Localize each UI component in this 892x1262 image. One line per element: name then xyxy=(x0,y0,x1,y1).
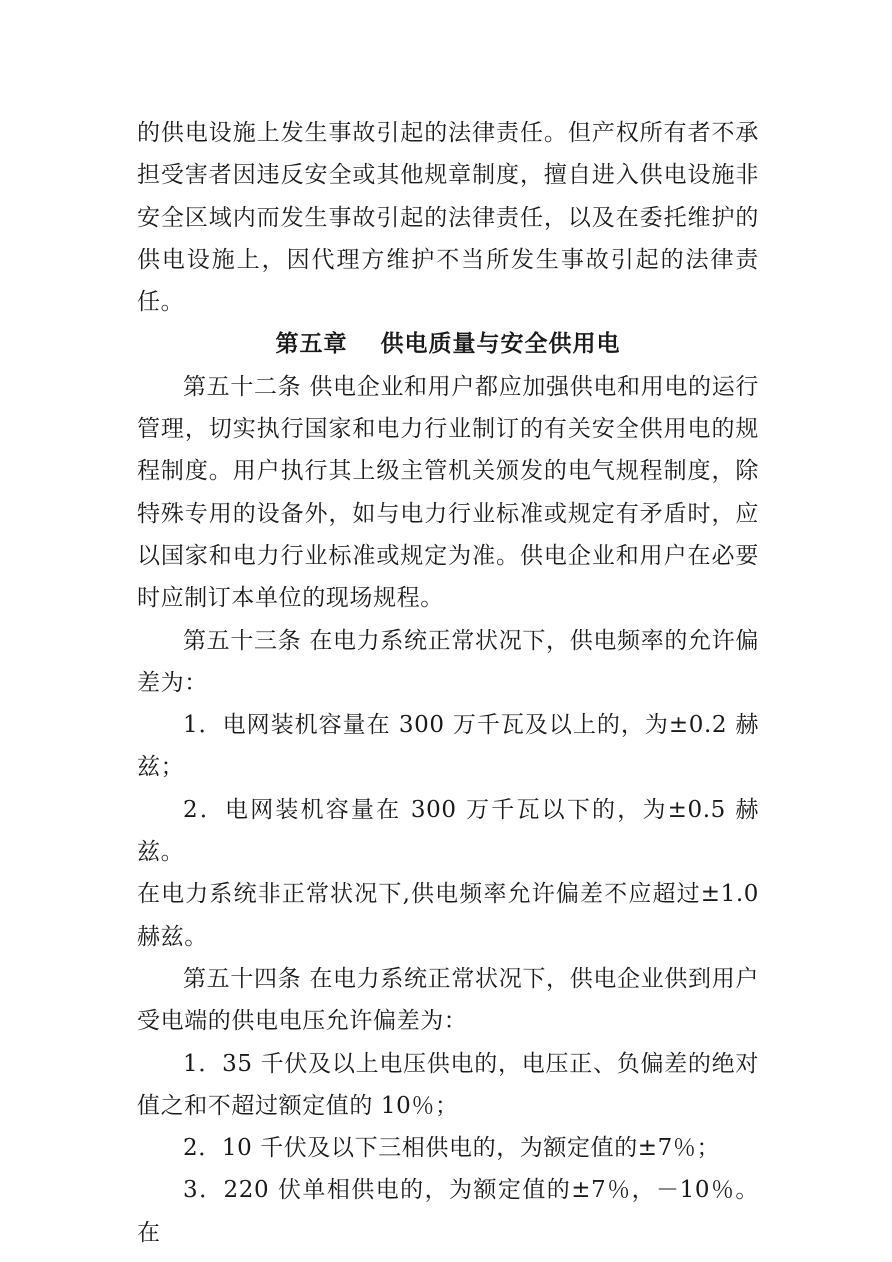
document-page xyxy=(137,112,759,1254)
article-54-item-1: 1．35 千伏及以上电压供电的，电压正、负偏差的绝对值之和不超过额定值的 10％； xyxy=(137,1050,759,1119)
article-54-item-2: 2．10 千伏及以下三相供电的，为额定值的±7％； xyxy=(183,1135,721,1162)
article-53-tail: 在电力系统非正常状况下,供电频率允许偏差不应超过±1.0 赫兹。 xyxy=(137,881,759,950)
article-53: 第五十三条 在电力系统正常状况下，供电频率的允许偏差为： xyxy=(137,627,759,696)
article-54-item-3: 3．220 伏单相供电的，为额定值的±7％，－10％。在 xyxy=(137,1177,759,1246)
article-52: 第五十二条 供电企业和用户都应加强供电和用电的运行管理，切实执行国家和电力行业制订的有关安全供用电的规程制度。用户执行其上级主管机关颁发的电气规程制度，除特殊专用的设备外，如与电力行业标准或规定有矛盾时，应以国家和电力行业标准或规定为准。供电企业和用户在必要时应制订本单位的现场规程。 xyxy=(137,373,759,612)
article-53-item-2: 2．电网装机容量在 300 万千瓦以下的，为±0.5 赫兹。 xyxy=(137,796,759,866)
chapter-title: 第五章 供电质量与安全供用电 xyxy=(275,330,621,358)
article-54: 第五十四条 在电力系统正常状况下，供电企业供到用户受电端的供电电压允许偏差为： xyxy=(137,965,759,1035)
article-53-item-1: 1．电网装机容量在 300 万千瓦及以上的，为±0.2 赫兹； xyxy=(137,712,759,781)
paragraph-liability: 的供电设施上发生事故引起的法律责任。但产权所有者不承担受害者因违反安全或其他规章制度，擅自进入供电设施非安全区域内而发生事故引起的法律责任，以及在委托维护的供电设施上，因代理方维护不当所发生事故引起的法律责任。 xyxy=(137,120,759,316)
